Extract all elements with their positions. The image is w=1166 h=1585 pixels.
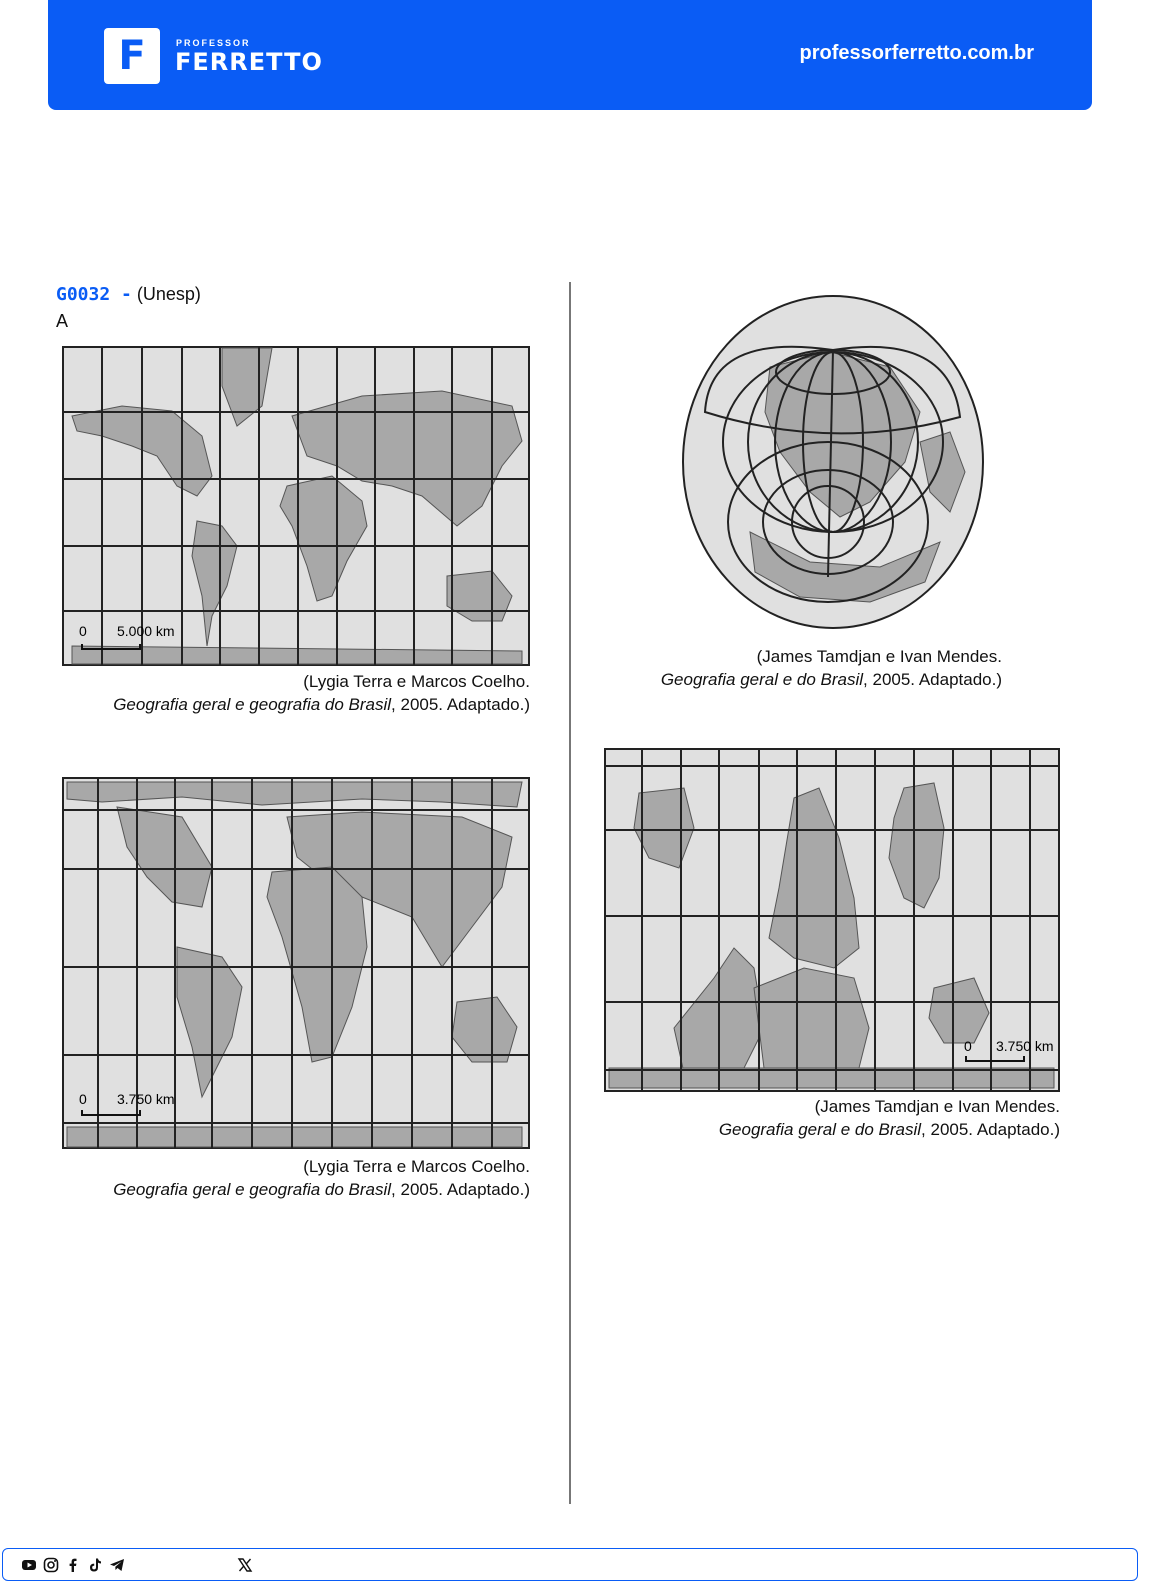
caption-title: Geografia geral e do Brasil xyxy=(660,670,864,689)
caption-line1: (James Tamdjan e Ivan Mendes. xyxy=(756,647,1002,666)
site-link[interactable]: professorferretto.com.br xyxy=(799,42,1034,64)
scale-zero: 0 xyxy=(79,1091,87,1107)
logo-letter: F xyxy=(118,33,146,79)
scale-label: 3.750 km xyxy=(996,1038,1054,1054)
caption-title: Geografia geral e geografia do Brasil xyxy=(113,695,392,714)
caption-map-4 xyxy=(600,1095,1060,1141)
question-header xyxy=(56,284,201,305)
header-banner xyxy=(48,0,1092,110)
x-icon[interactable] xyxy=(237,1557,253,1573)
telegram-icon[interactable] xyxy=(109,1557,125,1573)
facebook-icon[interactable] xyxy=(65,1557,81,1573)
brand-small: PROFESSOR xyxy=(176,38,251,48)
caption-rest: , 2005. Adaptado.) xyxy=(863,670,1002,689)
scale-label: 5.000 km xyxy=(117,623,175,639)
caption-line1: (James Tamdjan e Ivan Mendes. xyxy=(814,1097,1060,1116)
caption-rest: , 2005. Adaptado.) xyxy=(391,1180,530,1199)
caption-title: Geografia geral e geografia do Brasil xyxy=(113,1180,392,1199)
map-inverted xyxy=(604,748,1060,1092)
caption-title: Geografia geral e do Brasil xyxy=(718,1120,922,1139)
map-azimuthal xyxy=(680,292,986,632)
instagram-icon[interactable] xyxy=(43,1557,59,1573)
scale-zero: 0 xyxy=(79,623,87,639)
caption-line1: (Lygia Terra e Marcos Coelho. xyxy=(303,672,530,691)
caption-map-3 xyxy=(600,645,1002,691)
scale-label: 3.750 km xyxy=(117,1091,175,1107)
caption-rest: , 2005. Adaptado.) xyxy=(921,1120,1060,1139)
tiktok-icon[interactable] xyxy=(87,1557,103,1573)
caption-rest: , 2005. Adaptado.) xyxy=(391,695,530,714)
logo-icon xyxy=(104,28,160,84)
map-mercator xyxy=(62,346,530,666)
footer-bar xyxy=(2,1548,1138,1581)
option-label: A xyxy=(56,311,69,331)
scale-zero: 0 xyxy=(964,1038,972,1054)
brand-name: FERRETTO xyxy=(175,48,323,76)
question-code: G0032 - xyxy=(56,284,132,305)
column-divider xyxy=(569,282,571,1504)
map-peters xyxy=(62,777,530,1149)
youtube-icon[interactable] xyxy=(21,1557,37,1573)
caption-line1: (Lygia Terra e Marcos Coelho. xyxy=(303,1157,530,1176)
caption-map-1 xyxy=(62,670,530,716)
question-source: (Unesp) xyxy=(136,284,201,304)
caption-map-2 xyxy=(62,1155,530,1201)
